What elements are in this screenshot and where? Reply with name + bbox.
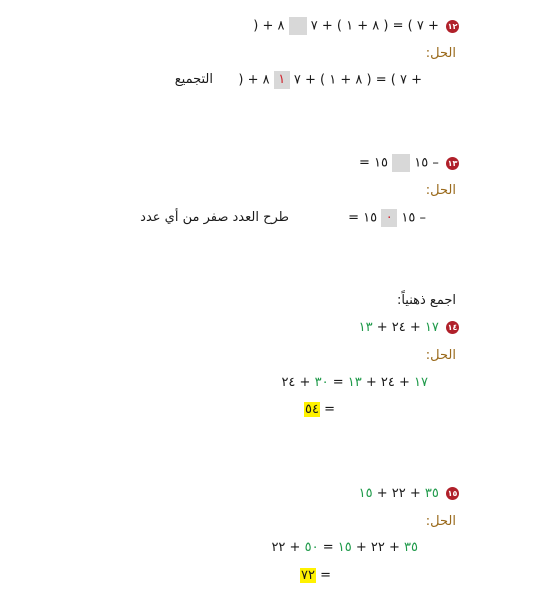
- problem-12-answer: [238, 71, 422, 90]
- mental-math-heading: اجمع ذهنياً:: [396, 293, 456, 308]
- problem-14-result: [304, 401, 335, 419]
- solution-label: الحل:: [425, 514, 456, 529]
- problem-13-question: [359, 154, 459, 173]
- highlighted-result: ٧٢: [300, 568, 315, 583]
- problem-number-badge: ١٤: [447, 323, 458, 332]
- middle-term: + ٢٤ +: [376, 320, 421, 335]
- remaining-term: + ٢٤: [281, 375, 311, 390]
- green-sum: ٣٠: [314, 375, 329, 390]
- middle-term: + ٢٢ +: [355, 540, 400, 555]
- solution-label: الحل:: [425, 348, 456, 363]
- problem-14-question: [359, 319, 459, 337]
- answer-text: ٨ + (: [238, 72, 270, 88]
- question-text: ١٥ =: [358, 155, 388, 171]
- property-note: التجميع: [174, 72, 213, 87]
- green-term: ١٧: [424, 320, 439, 335]
- answer-text: – ١٥: [401, 210, 426, 226]
- problem-12-question: [253, 17, 459, 36]
- problem-number-badge: ١٣: [447, 158, 458, 168]
- problem-15-result: [300, 567, 331, 585]
- answer-blank[interactable]: [289, 17, 307, 35]
- equals-sign: =: [322, 540, 334, 555]
- problem-15-step1: [271, 539, 418, 557]
- highlighted-result: ٥٤: [304, 402, 319, 417]
- answer-blank[interactable]: [392, 154, 410, 172]
- green-term: ١٥: [337, 540, 352, 555]
- solution-label: الحل:: [425, 183, 456, 198]
- solution-label: الحل:: [425, 46, 456, 61]
- question-text: ٨ + (: [253, 18, 285, 34]
- green-term: ٣٥: [404, 540, 418, 555]
- question-text: + ٧ ) = ( ٨ + ١ ) + ٧: [310, 18, 439, 34]
- green-term: ١٣: [358, 320, 373, 335]
- middle-term: + ٢٢ +: [376, 486, 421, 501]
- green-term: ١٧: [414, 375, 428, 390]
- problem-13-answer: [348, 209, 426, 228]
- filled-answer: ١: [274, 71, 290, 89]
- problem-15-question: [359, 485, 459, 503]
- middle-term: + ٢٤ +: [365, 375, 410, 390]
- green-term: ٣٥: [424, 486, 439, 501]
- equals-sign: =: [324, 402, 335, 417]
- filled-answer: ٠: [381, 209, 397, 227]
- equals-sign: =: [320, 568, 331, 583]
- green-sum: ٥٠: [304, 540, 319, 555]
- equals-sign: =: [332, 375, 344, 390]
- problem-number-badge: ١٥: [447, 489, 458, 498]
- remaining-term: + ٢٢: [271, 540, 301, 555]
- answer-text: ١٥ =: [348, 210, 378, 226]
- property-note: طرح العدد صفر من أي عدد: [140, 210, 289, 225]
- green-term: ١٥: [358, 486, 373, 501]
- problem-14-step1: [281, 374, 428, 392]
- answer-text: + ٧ ) = ( ٨ + ١ ) + ٧: [293, 72, 422, 88]
- green-term: ١٣: [347, 375, 362, 390]
- question-text: – ١٥: [414, 155, 439, 171]
- problem-number-badge: ١٢: [447, 21, 458, 31]
